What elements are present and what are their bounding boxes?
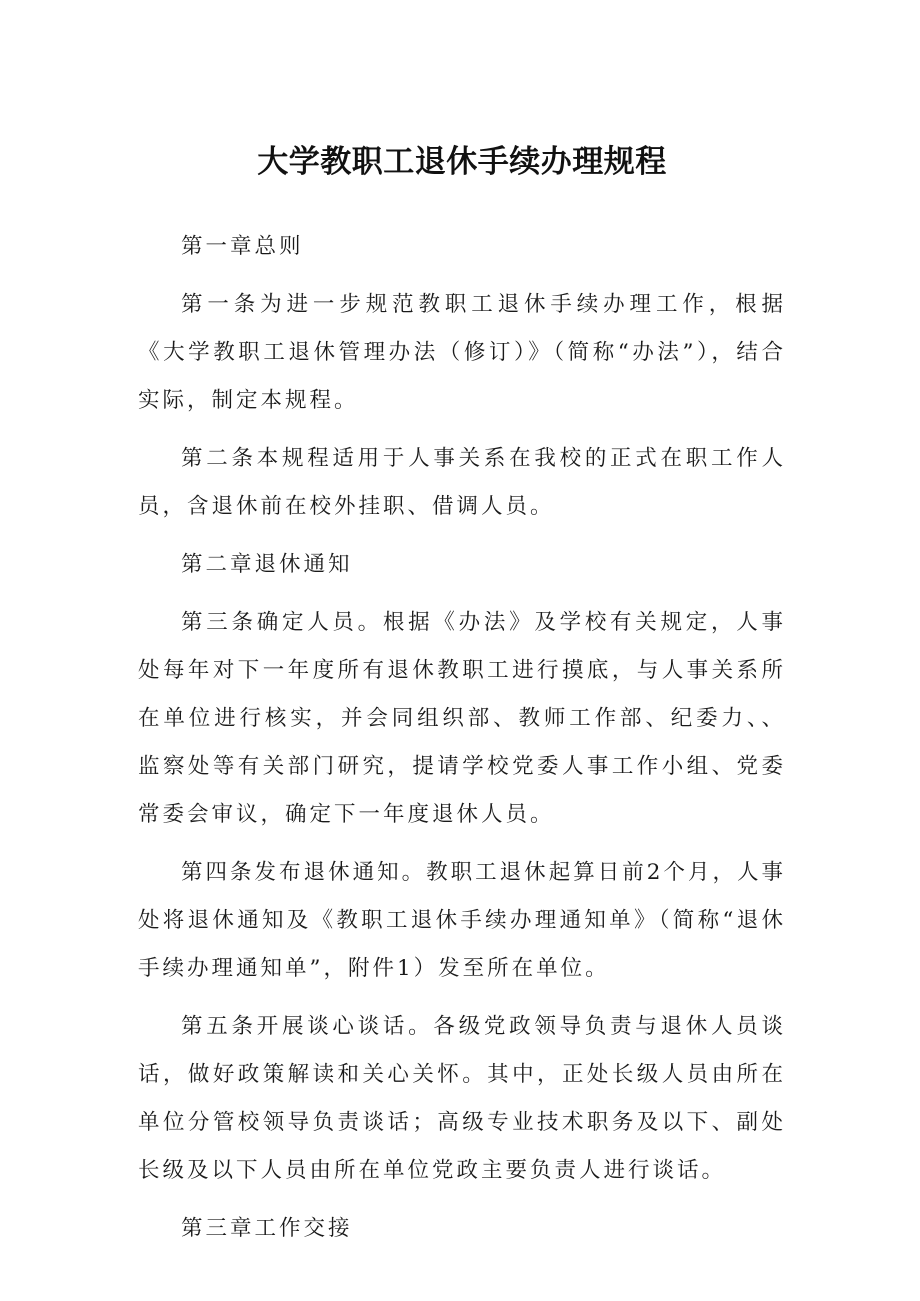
article-paragraph: 第二条本规程适用于人事关系在我校的正式在职工作人员，含退休前在校外挂职、借调人员。	[138, 446, 786, 519]
article-paragraph: 第四条发布退休通知。教职工退休起算日前2个月，人事处将退休通知及《教职工退休手续办理通知单》（简称“退休手续办理通知单”，附件1）发至所在单位。	[138, 860, 786, 981]
chapter-heading: 第二章退休通知	[181, 552, 353, 577]
article-paragraph: 第三条确定人员。根据《办法》及学校有关规定，人事处每年对下一年度所有退休教职工进行摸底，与人事关系所在单位进行核实，并会同组织部、教师工作部、纪委力、、监察处等有关部门研究，提请学校党委人事工作小组、党委常委会审议，确定下一年度退休人员。	[138, 610, 786, 827]
document-body	[138, 223, 786, 1253]
document-title: 大学教职工退休手续办理规程	[257, 144, 667, 180]
article-paragraph: 第五条开展谈心谈话。各级党政领导负责与退休人员谈话，做好政策解读和关心关怀。其中，正处长级人员由所在单位分管校领导负责谈话；高级专业技术职务及以下、副处长级及以下人员由所在单位党政主要负责人进行谈话。	[138, 1014, 786, 1183]
chapter-heading: 第三章工作交接	[181, 1216, 353, 1241]
article-paragraph: 第一条为进一步规范教职工退休手续办理工作，根据《大学教职工退休管理办法（修订）》（简称“办法”），结合实际，制定本规程。	[138, 292, 786, 413]
chapter-heading: 第一章总则	[181, 234, 304, 259]
